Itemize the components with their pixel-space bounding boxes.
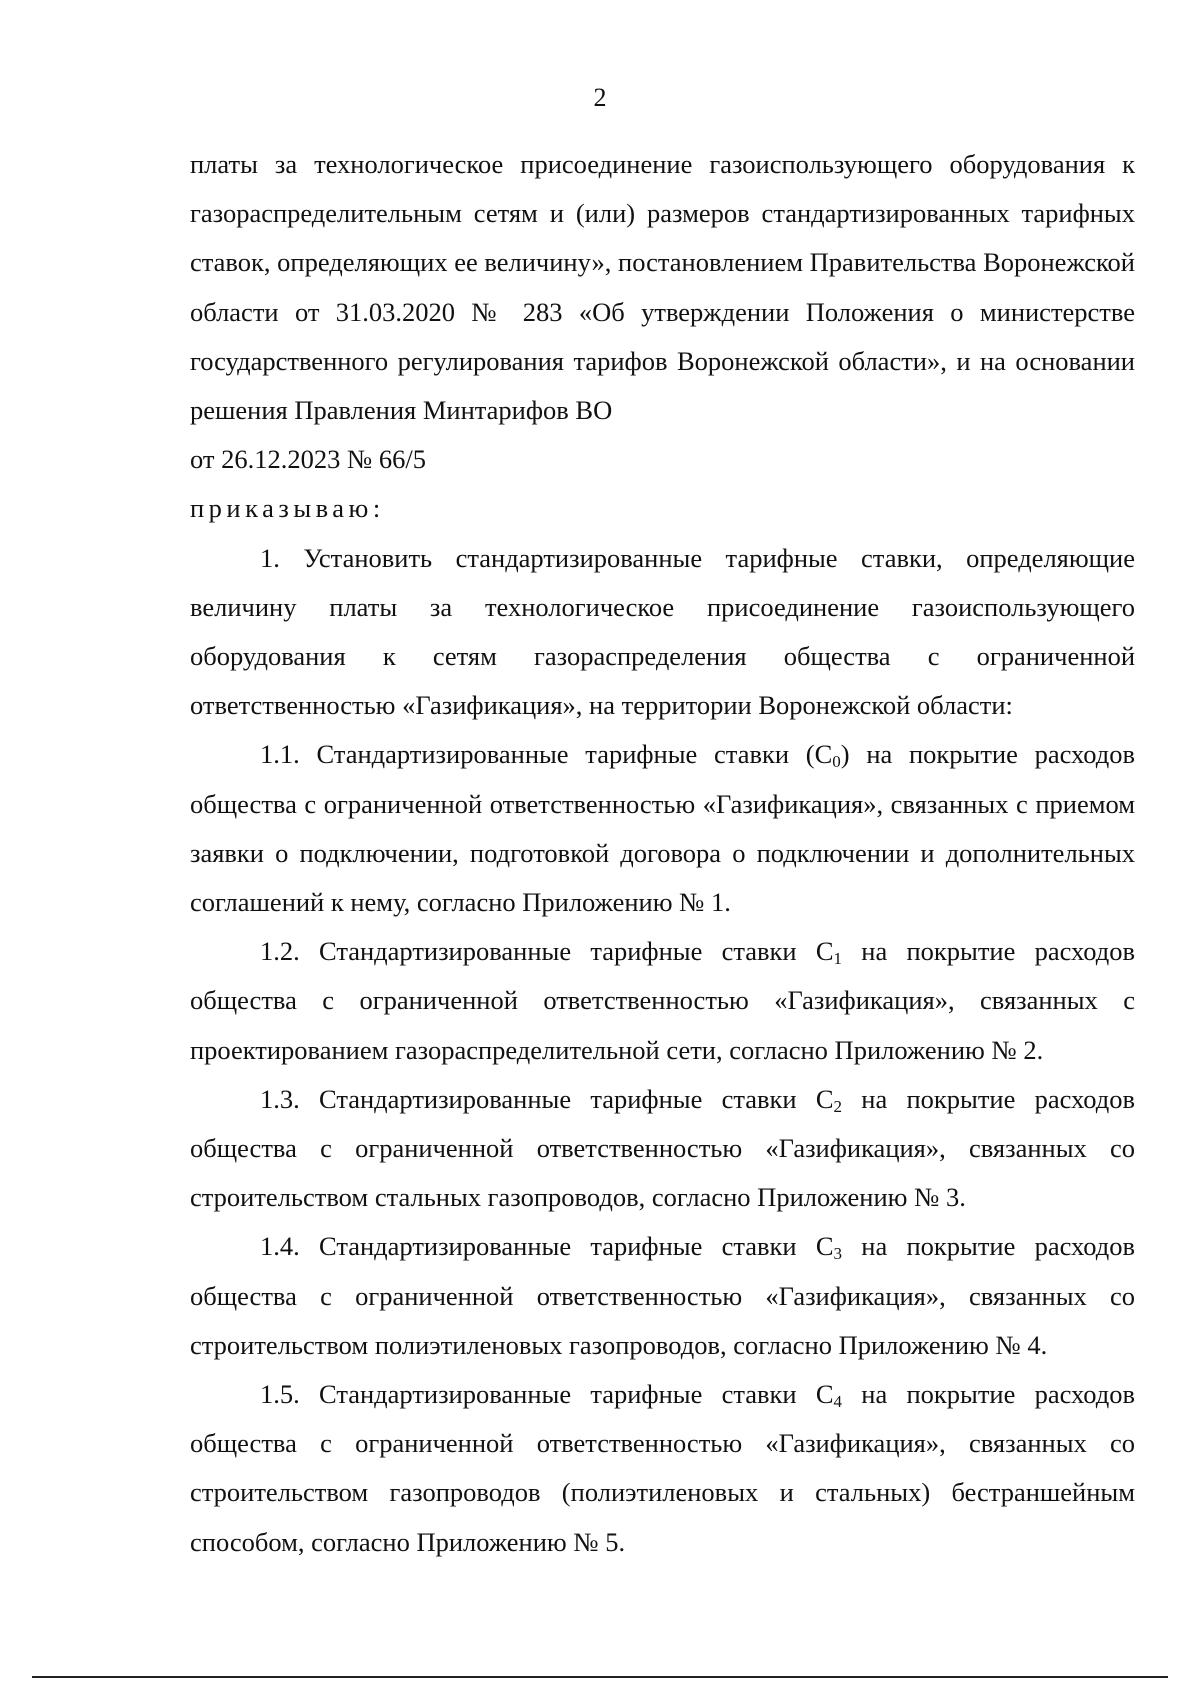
item-1-2 xyxy=(190,927,1135,1075)
item-1-5-rest: на покрытие расходов общества с ограниченной ответственностью «Газификация», связанных со строительством газопроводов (полиэтиленовых и стальных) бестраншейным способом, согласно Приложению № 5. xyxy=(190,1379,1136,1557)
item-1-3-rest: на покрытие расходов общества с ограниченной ответственностью «Газификация», связанных со строительством стальных газопроводов, согласно Приложению № 3. xyxy=(190,1083,1136,1213)
item-1-3-subscript: 2 xyxy=(833,1096,843,1116)
item-1-5-lead: 1.5. Стандартизированные тарифные ставки С xyxy=(260,1379,834,1410)
page-number: 2 xyxy=(593,83,607,112)
decision-date-line: от 26.12.2023 № 66/5 xyxy=(190,444,427,475)
item-1-2-lead: 1.2. Стандартизированные тарифные ставки С xyxy=(260,936,834,967)
item-1-3-lead: 1.3. Стандартизированные тарифные ставки С xyxy=(260,1083,834,1114)
order-word: приказываю: xyxy=(190,493,385,524)
item-1-2-rest: на покрытие расходов общества с ограниченной ответственностью «Газификация», связанных с проектированием газораспределительной сети, согласно Приложению № 2. xyxy=(190,936,1136,1065)
item-1: 1. Установить стандартизированные тарифные ставки, определяющие величину платы за технологическое присоединение газоиспользующего оборудования к сетям газораспределения общества с ограниченной ответственностью «Газификация», на территории Воронежской области: xyxy=(190,542,1135,721)
item-1-4-subscript: 3 xyxy=(833,1244,843,1264)
item-1-5-subscript: 4 xyxy=(833,1392,843,1412)
item-1-3 xyxy=(190,1075,1135,1223)
intro-paragraph: платы за технологическое присоединение газоиспользующего оборудования к газораспределительным сетям и (или) размеров стандартизированных тарифных ставок, определяющих ее величину», постановлением Правительства Воронежской области от 31.03.2020 № 283 «Об утверждении Положения о министерстве государственного регулирования тарифов Воронежской области», и на основании решения Правления Минтарифов ВО xyxy=(190,149,1135,426)
item-1-1-rest: ) на покрытие расходов общества с ограниченной ответственностью «Газификация», связанных с приемом заявки о подключении, подготовкой договора о подключении и дополнительных соглашений к нему, согласно Приложению № 1. xyxy=(190,739,1135,918)
document-body xyxy=(190,140,1135,1567)
item-1-4-rest: на покрытие расходов общества с ограниченной ответственностью «Газификация», связанных со строительством полиэтиленовых газопроводов, согласно Приложению № 4. xyxy=(190,1231,1136,1360)
item-1-1 xyxy=(190,730,1135,927)
item-1-1-subscript: 0 xyxy=(832,752,841,772)
item-1-4-lead: 1.4. Стандартизированные тарифные ставки С xyxy=(260,1231,834,1262)
item-1-2-subscript: 1 xyxy=(833,949,843,969)
item-1-5 xyxy=(190,1370,1135,1567)
item-1-1-lead: 1.1. Стандартизированные тарифные ставки (С xyxy=(260,739,833,770)
item-1-4 xyxy=(190,1222,1135,1370)
scan-bottom-edge-line xyxy=(32,1676,1168,1678)
